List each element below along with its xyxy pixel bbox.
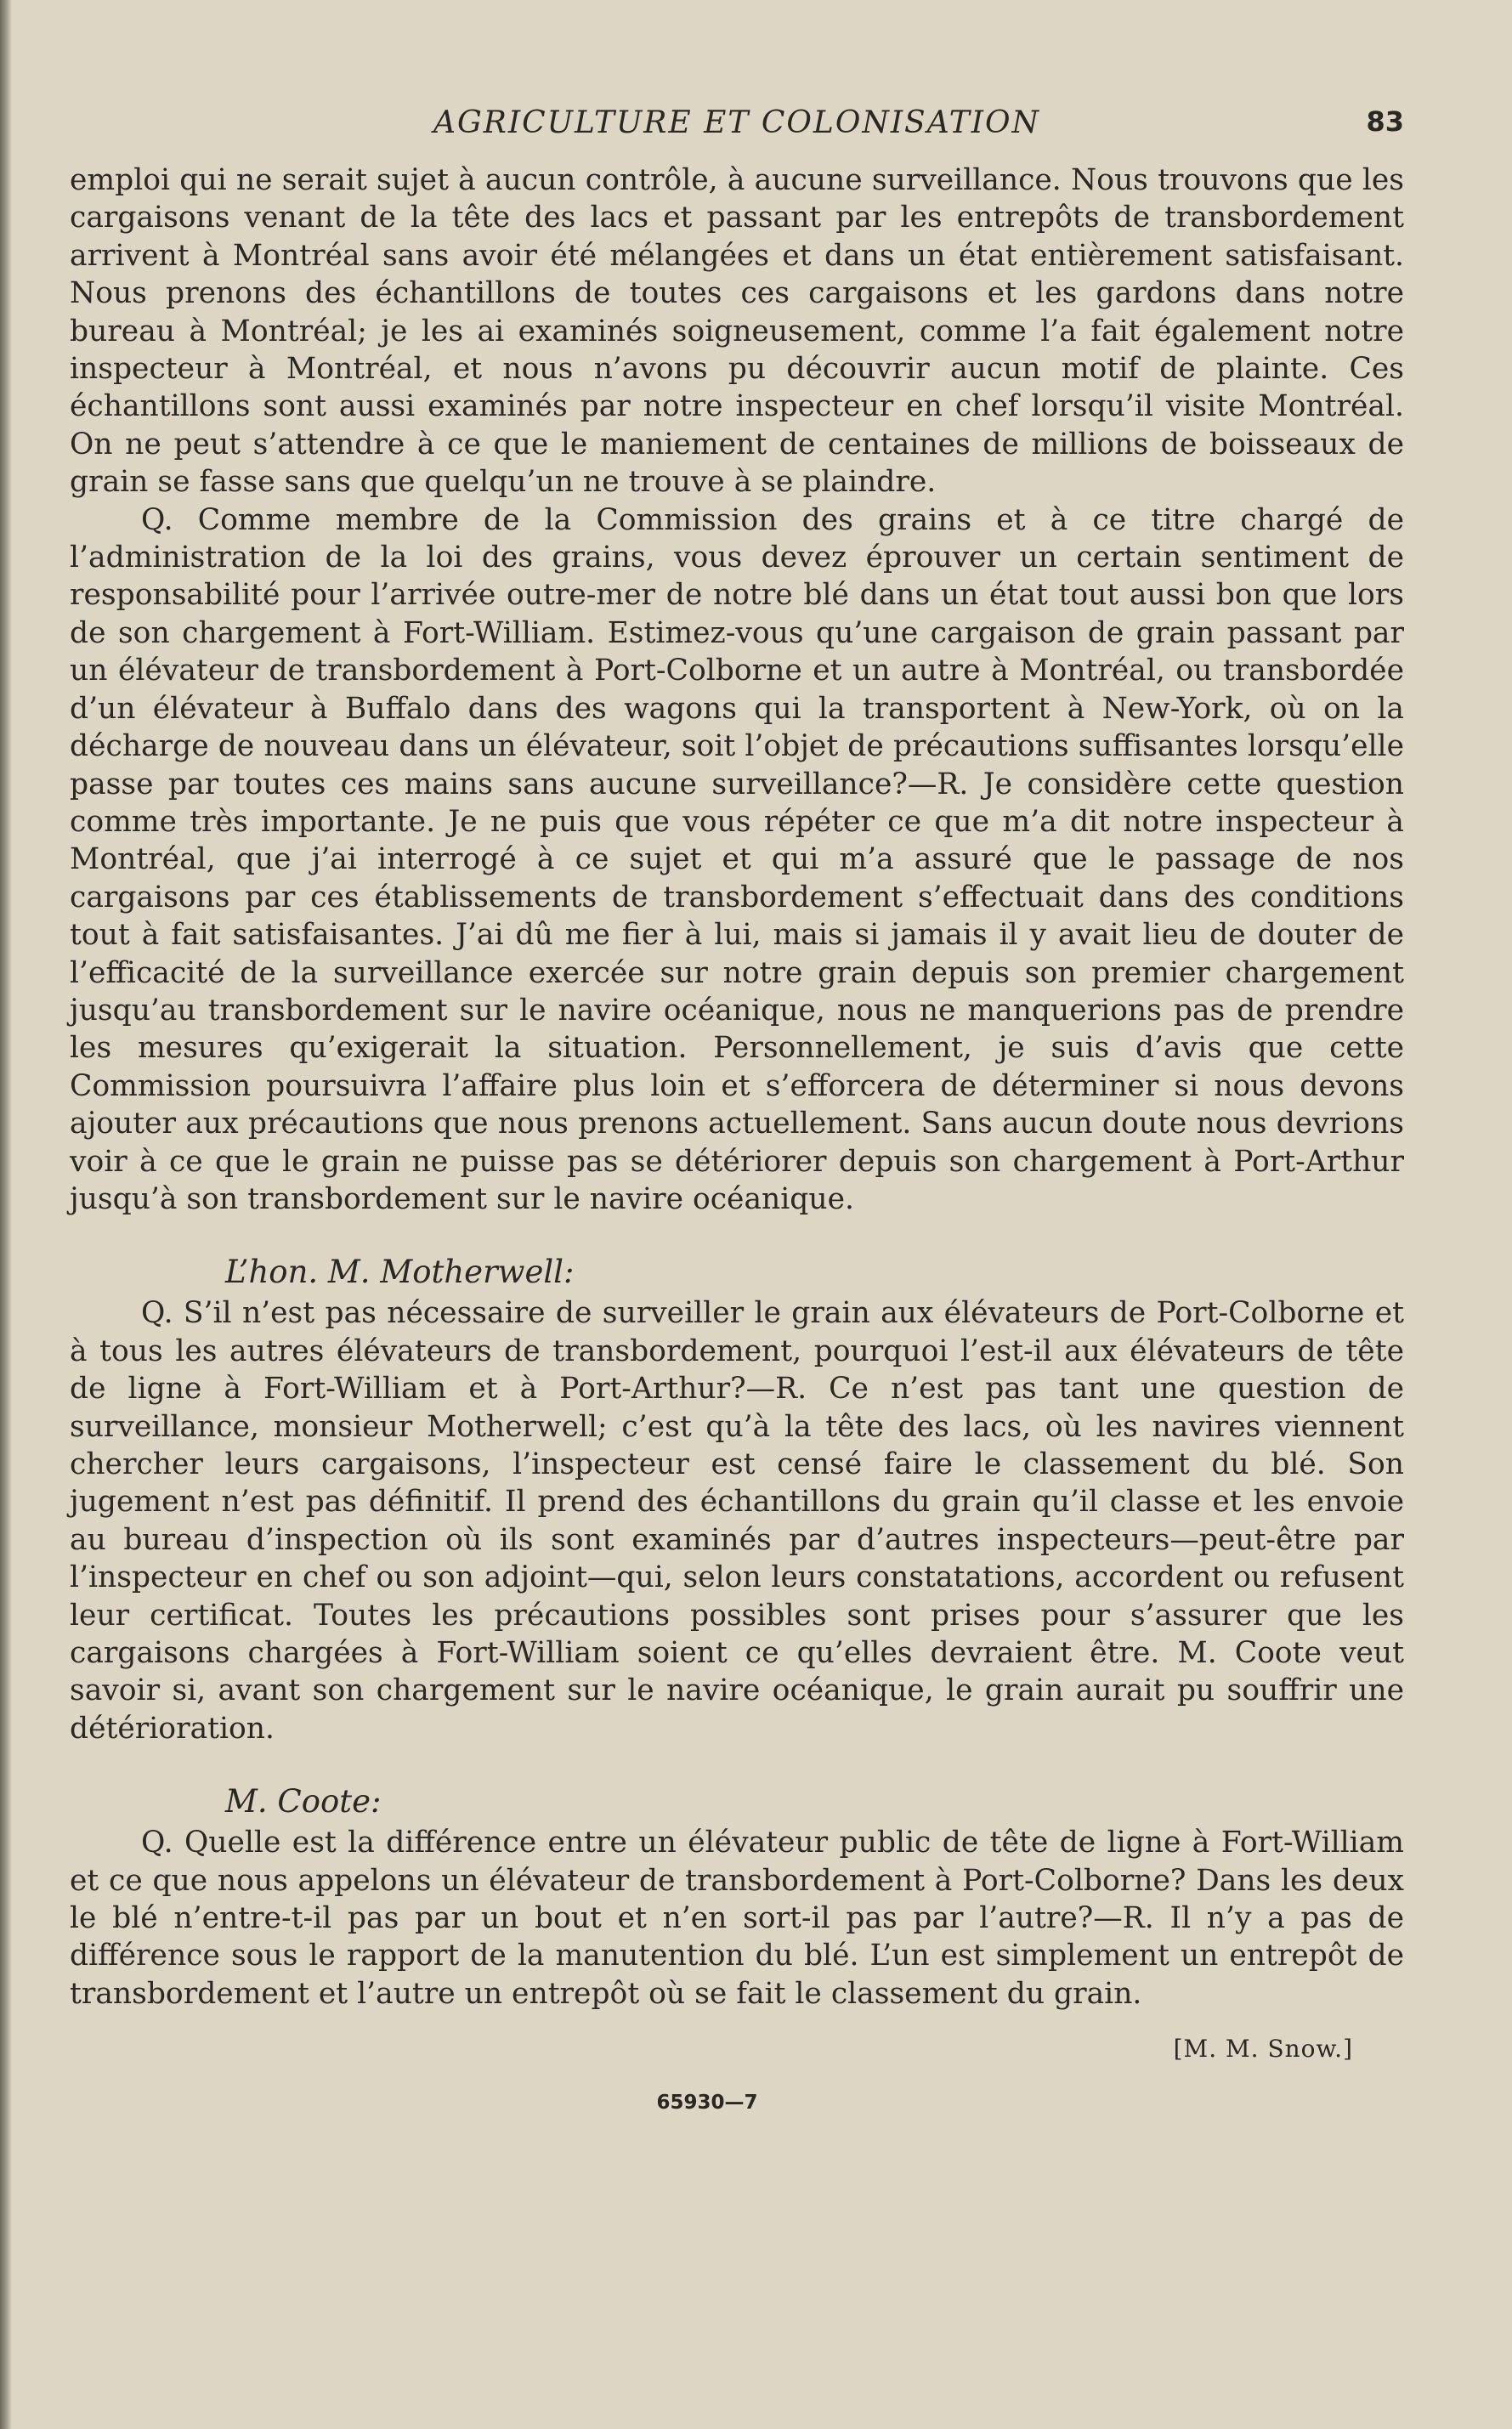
page-number: 83 — [1366, 105, 1404, 138]
paragraph-question-responsibility: Q. Comme membre de la Commission des grains et à ce titre chargé de l’administration de la loi des grains, vous devez éprouver un certain sentiment de responsabilité pour l’arrivée outre-mer de notre blé dans un état tout aussi bon que lors de son chargement à Fort-William. Estimez-vous qu’une cargaison de grain passant par un élévateur de transbordement à Port-Colborne et un autre à Montréal, ou transbordée d’un élévateur à Buffalo dans des wagons qui la transportent à New-York, où on la décharge de nouveau dans un élévateur, soit l’objet de précautions suffisantes lorsqu’elle passe par toutes ces mains sans aucune surveillance?—R. Je considère cette question comme très importante. Je ne puis que vous répéter ce que m’a dit notre inspecteur à Montréal, que j’ai interrogé à ce sujet et qui m’a assuré que le passage de nos cargaisons par ces établissements de transbordement s’effectuait dans des conditions tout à fait satisfaisantes. J’ai dû me fier à lui, mais si jamais il y avait lieu de douter de l’efficacité de la surveillance exercée sur notre grain depuis son premier chargement jusqu’au transbordement sur le navire océanique, nous ne manquerions pas de prendre les mesures qu’exigerait la situation. Personnellement, je suis d’avis que cette Commission poursuivra l’affaire plus loin et s’efforcera de déterminer si nous devons ajouter aux précautions que nous prenons actuellement. Sans aucun doute nous devrions voir à ce que le grain ne puisse pas se détériorer depuis son chargement à Port-Arthur jusqu’à son transbordement sur le navire océanique. — [70, 502, 1404, 1216]
binding-edge — [0, 0, 12, 2429]
printer-code: 65930—7 — [656, 2092, 758, 2115]
document-page — [70, 93, 1404, 2114]
speaker-attribution: [M. M. Snow.] — [1173, 2035, 1353, 2064]
paragraph-question-surveillance: Q. S’il n’est pas nécessaire de surveiller le grain aux élévateurs de Port-Colborne et à tous les autres élévateurs de transbordement, pourquoi l’est-il aux élévateurs de tête de ligne à Fort-William et à Port-Arthur?—R. Ce n’est pas tant une question de surveillance, monsieur Motherwell; c’est qu’à la tête des lacs, où les navires viennent chercher leurs cargaisons, l’inspecteur est censé faire le classement du blé. Son jugement n’est pas définitif. Il prend des échantillons du grain qu’il classe et les envoie au bureau d’inspection où ils sont examinés par d’autres inspecteurs—peut-être par l’inspecteur en chef ou son adjoint—qui, selon leurs constatations, accordent ou refusent leur certificat. Toutes les précautions possibles sont prises pour s’assurer que les cargaisons chargées à Fort-William soient ce qu’elles devraient être. M. Coote veut savoir si, avant son chargement sur le navire océanique, le grain aurait pu souffrir une détérioration. — [70, 1296, 1404, 1746]
running-title: AGRICULTURE ET COLONISATION — [433, 105, 1040, 140]
paragraph-continued: emploi qui ne serait sujet à aucun contrôle, à aucune surveillance. Nous trouvons que les cargaisons venant de la tête des lacs et passant par les entrepôts de transbordement arrivent à Montréal sans avoir été mélangées et dans un état entièrement satisfaisant. Nous prenons des échantillons de toutes ces cargaisons et les gardons dans notre bureau à Montréal; je les ai examinés soigneusement, comme l’a fait également notre inspecteur à Montréal, et nous n’avons pu découvrir aucun motif de plainte. Ces échantillons sont aussi examinés par notre inspecteur en chef lorsqu’il visite Montréal. On ne peut s’attendre à ce que le maniement de centaines de millions de boisseaux de grain se fasse sans que quelqu’un ne trouve à se plaindre. — [70, 163, 1404, 500]
running-header — [70, 93, 1404, 161]
paragraph-question-difference: Q. Quelle est la différence entre un élévateur public de tête de ligne à Fort-William et ce que nous appelons un élévateur de transbordement à Port-Colborne? Dans les deux le blé n’entre-t-il pas par un bout et n’en sort-il pas par l’autre?—R. Il n’y a pas de différence sous le rapport de la manutention du blé. L’un est simplement un entrepôt de transbordement et l’autre un entrepôt où se fait le classement du grain. — [70, 1826, 1404, 2011]
speaker-heading-motherwell: L’hon. M. Motherwell: — [225, 1254, 575, 1291]
speaker-heading-coote: M. Coote: — [225, 1783, 382, 1820]
